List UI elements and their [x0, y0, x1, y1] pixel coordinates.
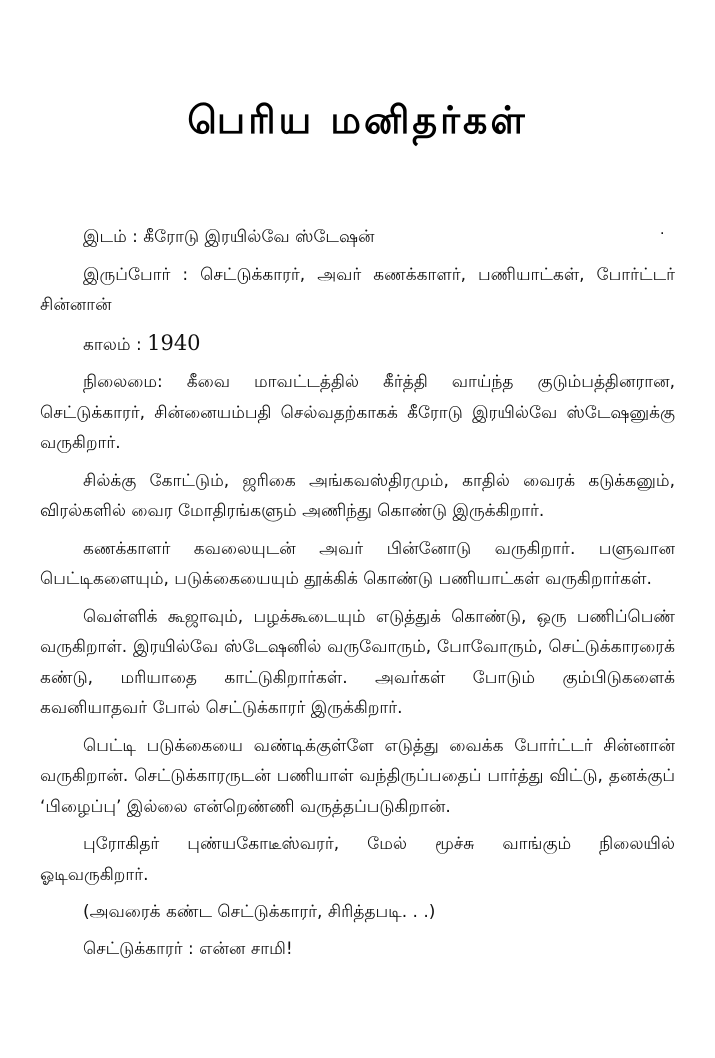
- paragraph: சில்க்கு கோட்டும், ஜரிகை அங்கவஸ்திரமும், காதில் வைரக் கடுக்கனும், விரல்களில் வைர மோதிரங்களும் அணிந்து கொண்டு இருக்கிறார்.: [40, 470, 675, 521]
- paragraph: நிலைமை: கீவை மாவட்டத்தில் கீர்த்தி வாய்ந்த குடும்பத்தினரான, செட்டுக்காரர், சின்னையம்பதி செல்வதற்காகக் கீரோடு இரயில்வே ஸ்டேஷனுக்கு வருகிறார்.: [40, 372, 675, 453]
- stray-dot: .: [660, 222, 665, 238]
- chapter-title: பெரிய மனிதர்கள்: [187, 98, 528, 142]
- paragraph: புரோகிதர் புண்யகோடீஸ்வரர், மேல் மூச்சு வாங்கும் நிலையில் ஓடிவருகிறார்.: [40, 834, 675, 885]
- paragraph: பெட்டி படுக்கையை வண்டிக்குள்ளே எடுத்து வைக்க போர்ட்டர் சின்னான் வருகிறான். செட்டுக்காரருடன் பணியாள் வந்திருப்பதைப் பார்த்து விட்டு, தனக்குப் ‘பிழைப்பு’ இல்லை என்றெண்ணி வருத்தப்படுகிறான்.: [40, 735, 675, 817]
- time-line: [40, 328, 675, 361]
- body-text: [40, 222, 675, 971]
- place-line: இடம் : கீரோடு இரயில்வே ஸ்டேஷன்: [83, 227, 375, 247]
- stage-direction: (அவரைக் கண்ட செட்டுக்காரர், சிரித்தபடி. . .): [83, 902, 436, 922]
- time-value: 1940: [147, 330, 201, 355]
- persons-line: இருப்போர் : செட்டுக்காரர், அவர் கணக்காளர், பணியாட்கள், போர்ட்டர் சின்னான்: [40, 264, 675, 315]
- paragraph: கணக்காளர் கவலையுடன் அவர் பின்னோடு வருகிறார். பளுவான பெட்டிகளையும், படுக்கையையும் தூக்கிக் கொண்டு பணியாட்கள் வருகிறார்கள்.: [40, 538, 675, 589]
- time-label: காலம் :: [83, 334, 148, 355]
- paragraph: வெள்ளிக் கூஜாவும், பழக்கூடையும் எடுத்துக் கொண்டு, ஒரு பணிப்பெண் வருகிறாள். இரயில்வே ஸ்டேஷனில் வருவோரும், போவோரும், செட்டுக்காரரைக் கண்டு, மரியாதை காட்டுகிறார்கள். அவர்கள் போடும் கும்பிடுகளைக் கவனியாதவர் போல் செட்டுக்காரர் இருக்கிறார்.: [40, 606, 675, 718]
- dialogue-line: செட்டுக்காரர் : என்ன சாமி!: [83, 938, 293, 959]
